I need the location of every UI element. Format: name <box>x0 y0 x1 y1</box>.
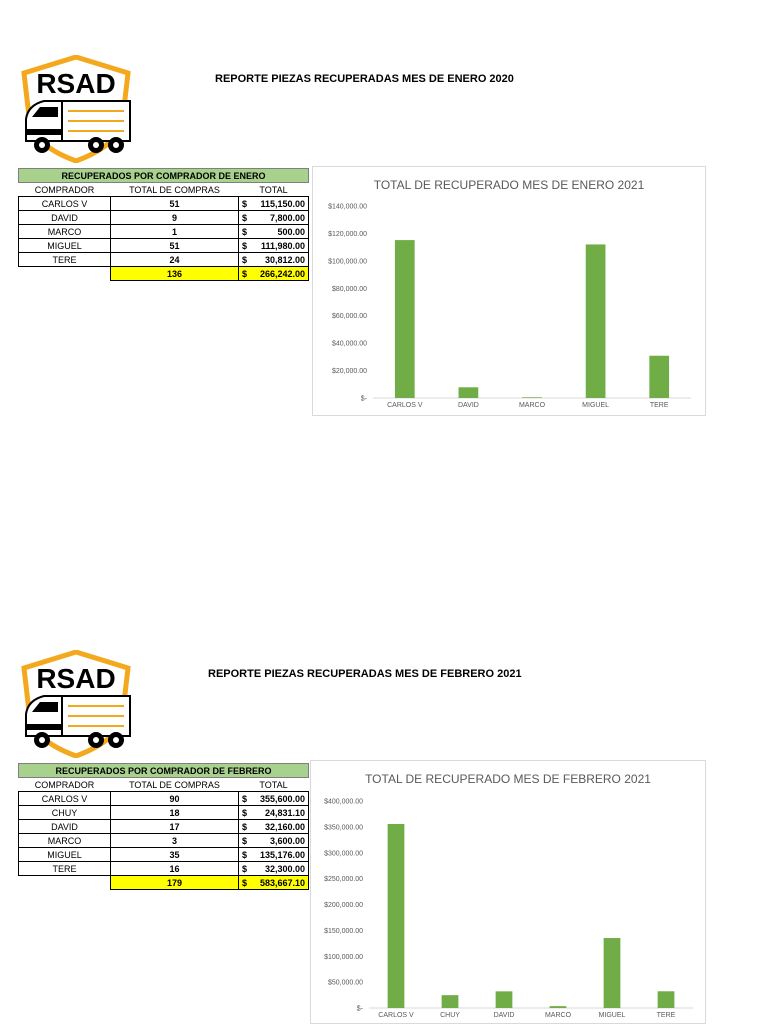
chart-enero-frame <box>312 166 706 416</box>
buyer-name: TERE <box>19 862 111 876</box>
report-title: REPORTE PIEZAS RECUPERADAS MES DE FEBRERO 2021 <box>208 668 522 680</box>
buyer-count: 35 <box>111 848 239 862</box>
y-tick-label: $100,000.00 <box>328 258 367 266</box>
bar-miguel <box>604 938 621 1008</box>
total-amount: $ 583,667.10 <box>239 876 309 890</box>
buyer-name: CARLOS V <box>19 197 111 211</box>
x-tick-label: TERE <box>649 402 669 409</box>
y-tick-label: $80,000.00 <box>331 285 367 293</box>
y-tick-label: $50,000.00 <box>327 979 363 987</box>
table-row <box>19 239 309 253</box>
total-amount: $ 266,242.00 <box>239 267 309 281</box>
bar-marco <box>522 397 542 398</box>
bar-carlos-v <box>388 824 405 1008</box>
buyer-total: $ 24,831.10 <box>239 806 309 820</box>
table-row <box>19 197 309 211</box>
buyer-count: 1 <box>111 225 239 239</box>
bar-tere <box>649 356 669 398</box>
buyer-total: $ 135,176.00 <box>239 848 309 862</box>
buyer-total: $ 3,600.00 <box>239 834 309 848</box>
y-tick-label: $250,000.00 <box>324 876 363 884</box>
buyer-name: DAVID <box>19 211 111 225</box>
col-comprador: COMPRADOR <box>34 779 95 790</box>
y-tick-label: $300,000.00 <box>324 850 363 858</box>
buyer-name: CHUY <box>19 806 111 820</box>
buyer-total: $ 111,980.00 <box>239 239 309 253</box>
y-tick-label: $60,000.00 <box>331 313 367 321</box>
buyer-name: CARLOS V <box>19 792 111 806</box>
y-tick-label: $200,000.00 <box>324 902 363 909</box>
table-header: RECUPERADOS POR COMPRADOR DE FEBRERO <box>19 764 309 778</box>
buyer-count: 51 <box>111 197 239 211</box>
buyer-table <box>18 168 309 281</box>
col-comprador: COMPRADOR <box>34 184 95 195</box>
y-tick-label: $- <box>360 395 367 403</box>
col-total: TOTAL <box>259 779 288 790</box>
x-tick-label: DAVID <box>457 402 479 409</box>
bar-carlos-v <box>395 240 415 398</box>
x-tick-label: MIGUEL <box>582 402 610 409</box>
y-tick-label: $40,000.00 <box>331 340 367 348</box>
y-tick-label: $- <box>356 1005 363 1013</box>
buyer-name: DAVID <box>19 820 111 834</box>
table-row <box>19 792 309 806</box>
table-row <box>19 253 309 267</box>
total-count: 136 <box>111 267 239 281</box>
buyer-name: MIGUEL <box>19 239 111 253</box>
table-row <box>19 211 309 225</box>
chart-enero <box>313 167 705 415</box>
buyer-total: $ 32,160.00 <box>239 820 309 834</box>
buyer-total: $ 32,300.00 <box>239 862 309 876</box>
table-row <box>19 820 309 834</box>
y-tick-label: $20,000.00 <box>331 368 367 376</box>
chart-title: TOTAL DE RECUPERADO MES DE ENERO 2021 <box>373 178 645 192</box>
x-tick-label: CARLOS V <box>387 402 423 409</box>
chart-febrero <box>311 761 705 1023</box>
buyer-count: 16 <box>111 862 239 876</box>
x-tick-label: MIGUEL <box>598 1012 626 1019</box>
rsad-logo <box>18 650 134 758</box>
bar-miguel <box>586 244 606 398</box>
report-title: REPORTE PIEZAS RECUPERADAS MES DE ENERO 2020 <box>215 73 514 85</box>
y-tick-label: $100,000.00 <box>324 953 363 961</box>
bar-tere <box>658 991 675 1008</box>
y-tick-label: $350,000.00 <box>324 824 363 832</box>
bar-david <box>459 387 479 398</box>
buyer-total: $ 500.00 <box>239 225 309 239</box>
buyer-count: 51 <box>111 239 239 253</box>
y-tick-label: $140,000.00 <box>328 203 367 211</box>
x-tick-label: CHUY <box>440 1012 460 1019</box>
buyer-total: $ 355,600.00 <box>239 792 309 806</box>
buyer-count: 18 <box>111 806 239 820</box>
bar-chuy <box>442 995 459 1008</box>
buyer-total: $ 7,800.00 <box>239 211 309 225</box>
col-total: TOTAL <box>259 184 288 195</box>
buyer-name: MARCO <box>19 834 111 848</box>
x-tick-label: CARLOS V <box>378 1012 414 1019</box>
x-tick-label: MARCO <box>518 402 546 409</box>
buyer-count: 9 <box>111 211 239 225</box>
buyer-count: 3 <box>111 834 239 848</box>
truck-icon <box>26 101 130 153</box>
chart-title: TOTAL DE RECUPERADO MES DE FEBRERO 2021 <box>365 772 651 786</box>
buyer-total: $ 30,812.00 <box>239 253 309 267</box>
x-tick-label: TERE <box>656 1012 676 1019</box>
buyer-total: $ 115,150.00 <box>239 197 309 211</box>
buyer-count: 90 <box>111 792 239 806</box>
truck-icon <box>26 696 130 748</box>
buyer-table <box>18 763 309 890</box>
x-tick-label: MARCO <box>544 1012 572 1019</box>
buyer-name: MIGUEL <box>19 848 111 862</box>
col-total-compras: TOTAL DE COMPRAS <box>129 779 220 790</box>
col-total-compras: TOTAL DE COMPRAS <box>129 184 220 195</box>
buyer-name: MARCO <box>19 225 111 239</box>
y-tick-label: $120,000.00 <box>328 230 367 238</box>
table-row <box>19 806 309 820</box>
totals-row <box>19 267 309 281</box>
table-row <box>19 834 309 848</box>
bar-david <box>496 991 513 1008</box>
total-count: 179 <box>111 876 239 890</box>
report-enero <box>0 0 768 500</box>
totals-row <box>19 876 309 890</box>
table-row <box>19 862 309 876</box>
bar-marco <box>550 1006 567 1008</box>
x-tick-label: DAVID <box>493 1012 515 1019</box>
buyer-name: TERE <box>19 253 111 267</box>
logo-text: RSAD <box>36 68 116 99</box>
buyer-count: 24 <box>111 253 239 267</box>
y-tick-label: $150,000.00 <box>324 927 363 935</box>
buyer-count: 17 <box>111 820 239 834</box>
y-tick-label: $400,000.00 <box>324 798 363 806</box>
table-header: RECUPERADOS POR COMPRADOR DE ENERO <box>19 169 309 183</box>
chart-febrero-frame <box>310 760 706 1024</box>
rsad-logo <box>18 55 134 163</box>
logo-text: RSAD <box>36 663 116 694</box>
table-row <box>19 848 309 862</box>
table-row <box>19 225 309 239</box>
